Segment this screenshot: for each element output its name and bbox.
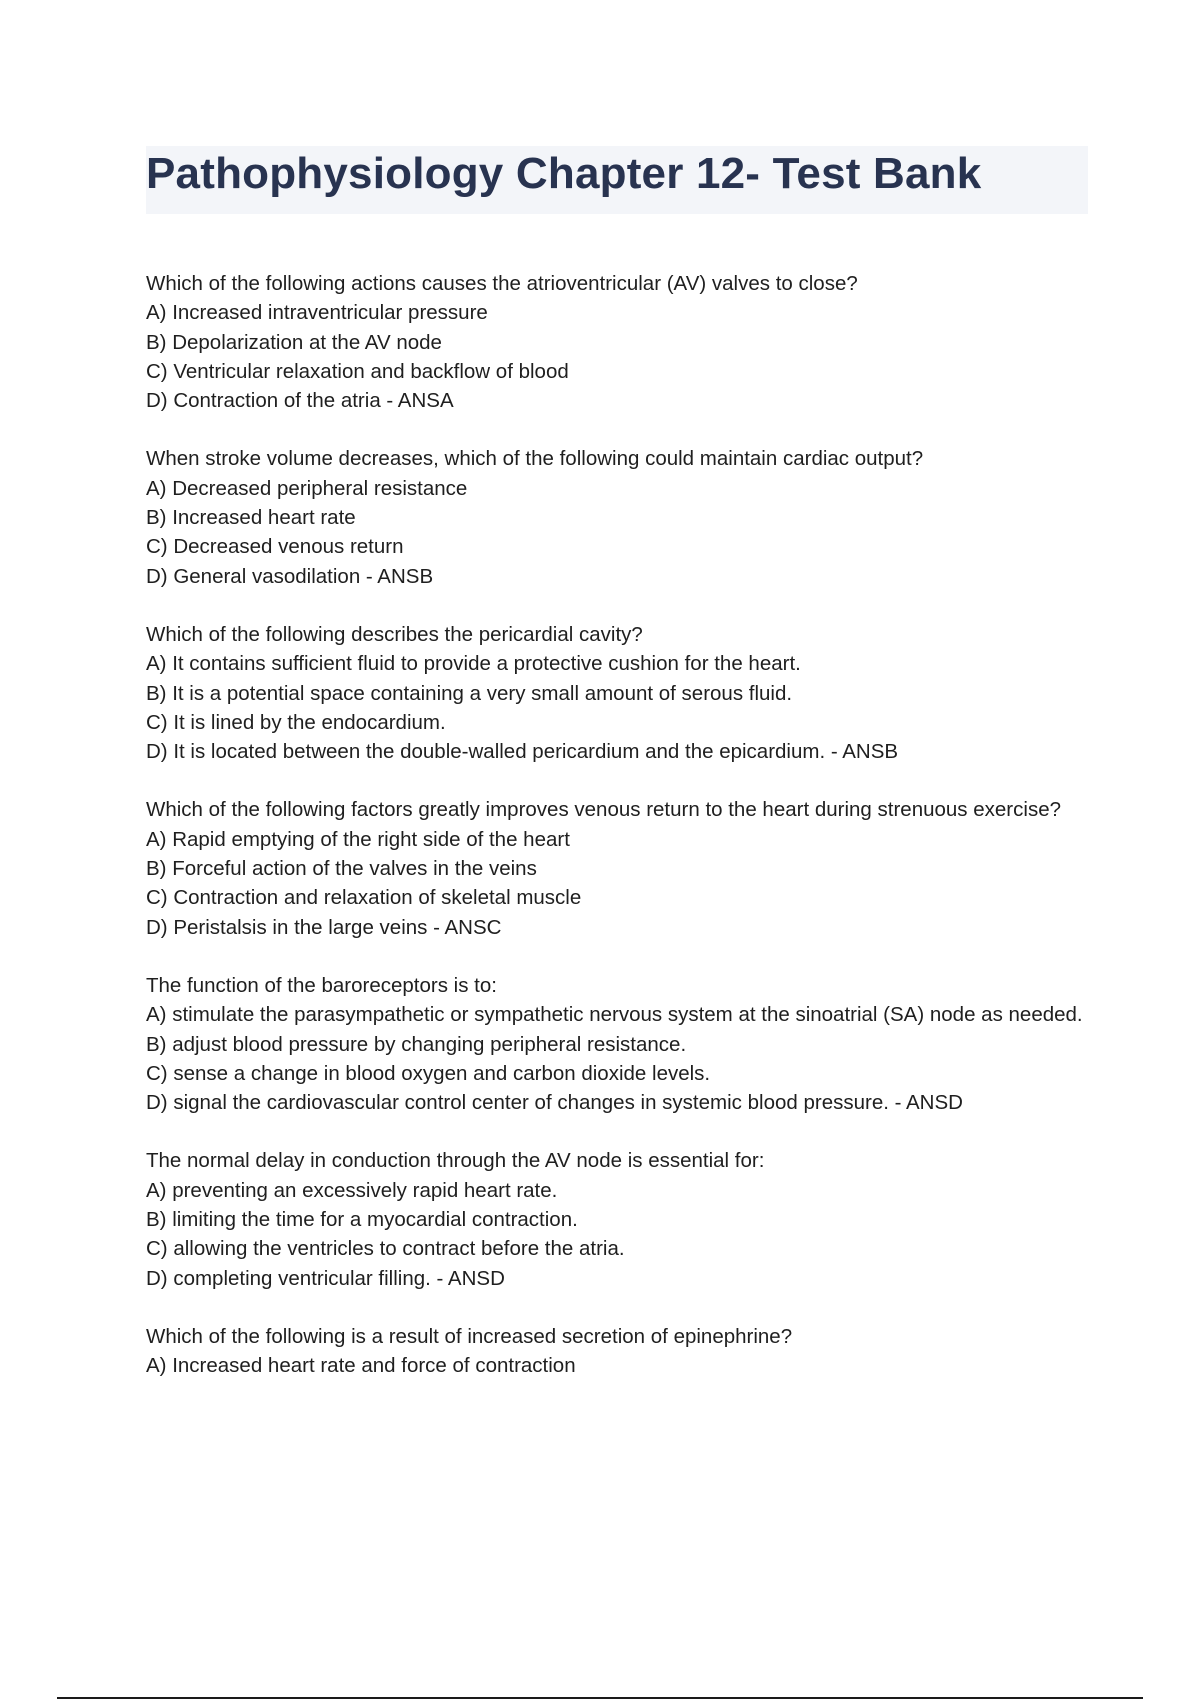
answer-option: B) It is a potential space containing a very small amount of serous fluid. (146, 681, 793, 705)
question-stem: The function of the baroreceptors is to: (146, 973, 497, 997)
answer-option: D) General vasodilation - ANSB (146, 564, 434, 588)
answer-option: A) stimulate the parasympathetic or sympathetic nervous system at the sinoatrial (SA) node as needed. (146, 1003, 1083, 1027)
question-stem: The normal delay in conduction through the AV node is essential for: (146, 1149, 765, 1173)
answer-option: A) It contains sufficient fluid to provide a protective cushion for the heart. (146, 652, 801, 676)
question-2 (146, 444, 1086, 590)
question-5 (146, 971, 1086, 1117)
question-stem: When stroke volume decreases, which of the following could maintain cardiac output? (146, 447, 924, 471)
question-3 (146, 620, 1086, 766)
answer-option: B) limiting the time for a myocardial contraction. (146, 1208, 578, 1232)
answer-option: C) Decreased venous return (146, 535, 404, 559)
answer-option: B) adjust blood pressure by changing peripheral resistance. (146, 1032, 687, 1056)
answer-option: D) completing ventricular filling. - ANSD (146, 1266, 505, 1290)
answer-option: C) allowing the ventricles to contract before the atria. (146, 1237, 625, 1261)
question-4 (146, 795, 1086, 941)
answer-option: C) It is lined by the endocardium. (146, 710, 446, 734)
answer-option: C) Contraction and relaxation of skeletal muscle (146, 886, 582, 910)
answer-option: B) Forceful action of the valves in the veins (146, 857, 537, 881)
answer-option: D) signal the cardiovascular control center of changes in systemic blood pressure. - ANSD (146, 1091, 963, 1115)
answer-option: D) Contraction of the atria - ANSA (146, 389, 454, 413)
question-stem: Which of the following describes the pericardial cavity? (146, 622, 643, 646)
answer-option: C) sense a change in blood oxygen and carbon dioxide levels. (146, 1061, 711, 1085)
question-7 (146, 1322, 1086, 1381)
question-stem: Which of the following actions causes the atrioventricular (AV) valves to close? (146, 272, 858, 295)
answer-option: A) Increased intraventricular pressure (146, 301, 488, 325)
question-stem: Which of the following factors greatly improves venous return to the heart during strenuous exercise? (146, 798, 1061, 822)
answer-option: A) Decreased peripheral resistance (146, 476, 468, 500)
answer-option: D) Peristalsis in the large veins - ANSC (146, 915, 502, 939)
question-list (146, 269, 1086, 1410)
question-stem: Which of the following is a result of increased secretion of epinephrine? (146, 1324, 793, 1348)
answer-option: A) Rapid emptying of the right side of the heart (146, 827, 570, 851)
answer-option: B) Depolarization at the AV node (146, 330, 442, 354)
question-6 (146, 1146, 1086, 1292)
answer-option: A) preventing an excessively rapid heart rate. (146, 1178, 558, 1202)
answer-option: B) Increased heart rate (146, 506, 356, 530)
answer-option: A) Increased heart rate and force of contraction (146, 1354, 576, 1378)
question-1 (146, 269, 1086, 415)
page-title: Pathophysiology Chapter 12- Test Bank (146, 149, 982, 198)
page-bottom-rule (57, 1697, 1143, 1699)
answer-option: D) It is located between the double-walled pericardium and the epicardium. - ANSB (146, 740, 899, 764)
answer-option: C) Ventricular relaxation and backflow of blood (146, 359, 569, 383)
